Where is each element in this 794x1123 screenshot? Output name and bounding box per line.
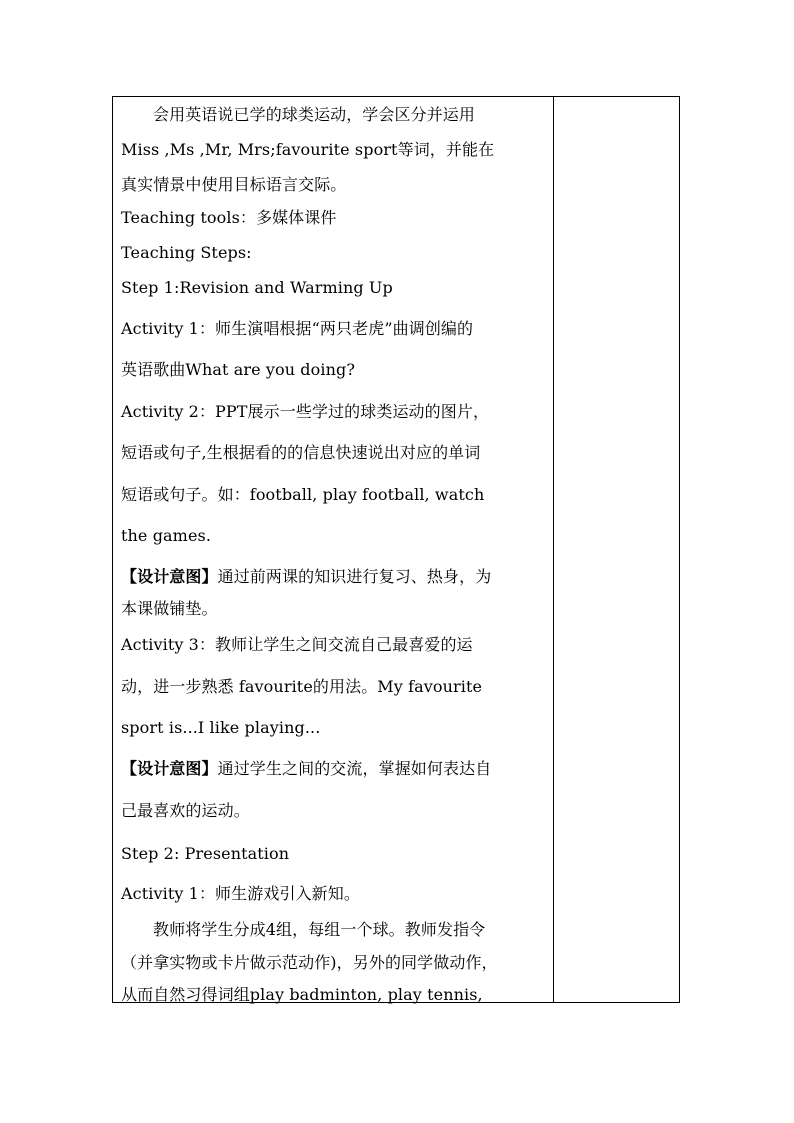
text-line	[121, 175, 346, 195]
text-line	[121, 319, 473, 339]
text-line	[121, 443, 480, 463]
text-line-content: Activity 1：师生演唱根据“两只老虎”曲调创编的	[121, 319, 474, 338]
text-line-content: 从而自然习得词组play badminton, play tennis,	[121, 985, 483, 1004]
text-line	[121, 920, 485, 940]
text-line	[121, 360, 355, 380]
text-line-content: 通过前两课的知识进行复习、热身，为	[217, 567, 492, 586]
text-line-content: Step 1:Revision and Warming Up	[121, 278, 393, 297]
text-line	[121, 567, 491, 587]
text-line	[121, 485, 484, 505]
text-line	[121, 278, 393, 298]
text-line-content: 会用英语说已学的球类运动，学会区分并运用	[153, 105, 476, 124]
text-line-content: 真实情景中使用目标语言交际。	[121, 175, 347, 194]
text-line-content: sport is...I like playing...	[121, 718, 321, 737]
text-line	[121, 105, 475, 125]
text-line	[121, 953, 498, 973]
text-line-content: Activity 2：PPT展示一些学过的球类运动的图片，	[121, 402, 490, 421]
text-line-content: Teaching tools：多媒体课件	[121, 208, 337, 227]
text-line-content: 己最喜欢的运动。	[121, 801, 250, 820]
text-line-content: 短语或句子。如：football, play football, watch	[121, 485, 485, 504]
text-line	[121, 526, 211, 546]
text-line-content: Step 2: Presentation	[121, 844, 290, 863]
lesson-plan-table	[112, 96, 680, 1003]
text-line-content: 通过学生之间的交流，掌握如何表达自	[217, 759, 492, 778]
text-line	[121, 402, 489, 422]
text-line	[121, 718, 320, 738]
text-line	[121, 599, 218, 619]
text-line	[121, 801, 250, 821]
text-line	[121, 677, 482, 697]
text-line-content: Miss ,Ms ,Mr, Mrs;favourite sport等词，并能在	[121, 140, 495, 159]
text-line	[121, 243, 252, 263]
notes-cell	[554, 97, 679, 1002]
text-line-content: 本课做铺垫。	[121, 599, 218, 618]
text-line	[121, 985, 483, 1005]
text-line-content: 英语歌曲What are you doing?	[121, 360, 356, 379]
text-line-content: 短语或句子,生根据看的的信息快速说出对应的单词	[121, 443, 481, 462]
text-line-content: Teaching Steps:	[121, 243, 252, 262]
text-line-content: the games.	[121, 526, 212, 545]
text-line-content: Activity 3：教师让学生之间交流自己最喜爱的运	[121, 635, 473, 654]
text-line-content: 教师将学生分成4组，每组一个球。教师发指令	[153, 920, 486, 939]
design-intent-label: 【设计意图】	[121, 759, 218, 778]
text-line-content: （并拿实物或卡片做示范动作)，另外的同学做动作，	[121, 953, 498, 972]
text-line	[121, 844, 289, 864]
text-line-content: 动，进一步熟悉 favourite的用法。My favourite	[121, 677, 483, 696]
text-line	[121, 884, 360, 904]
design-intent-label: 【设计意图】	[121, 567, 218, 586]
text-line	[121, 140, 494, 160]
text-line	[121, 635, 473, 655]
text-line	[121, 759, 491, 779]
text-line	[121, 208, 336, 228]
text-line-content: Activity 1：师生游戏引入新知。	[121, 884, 360, 903]
